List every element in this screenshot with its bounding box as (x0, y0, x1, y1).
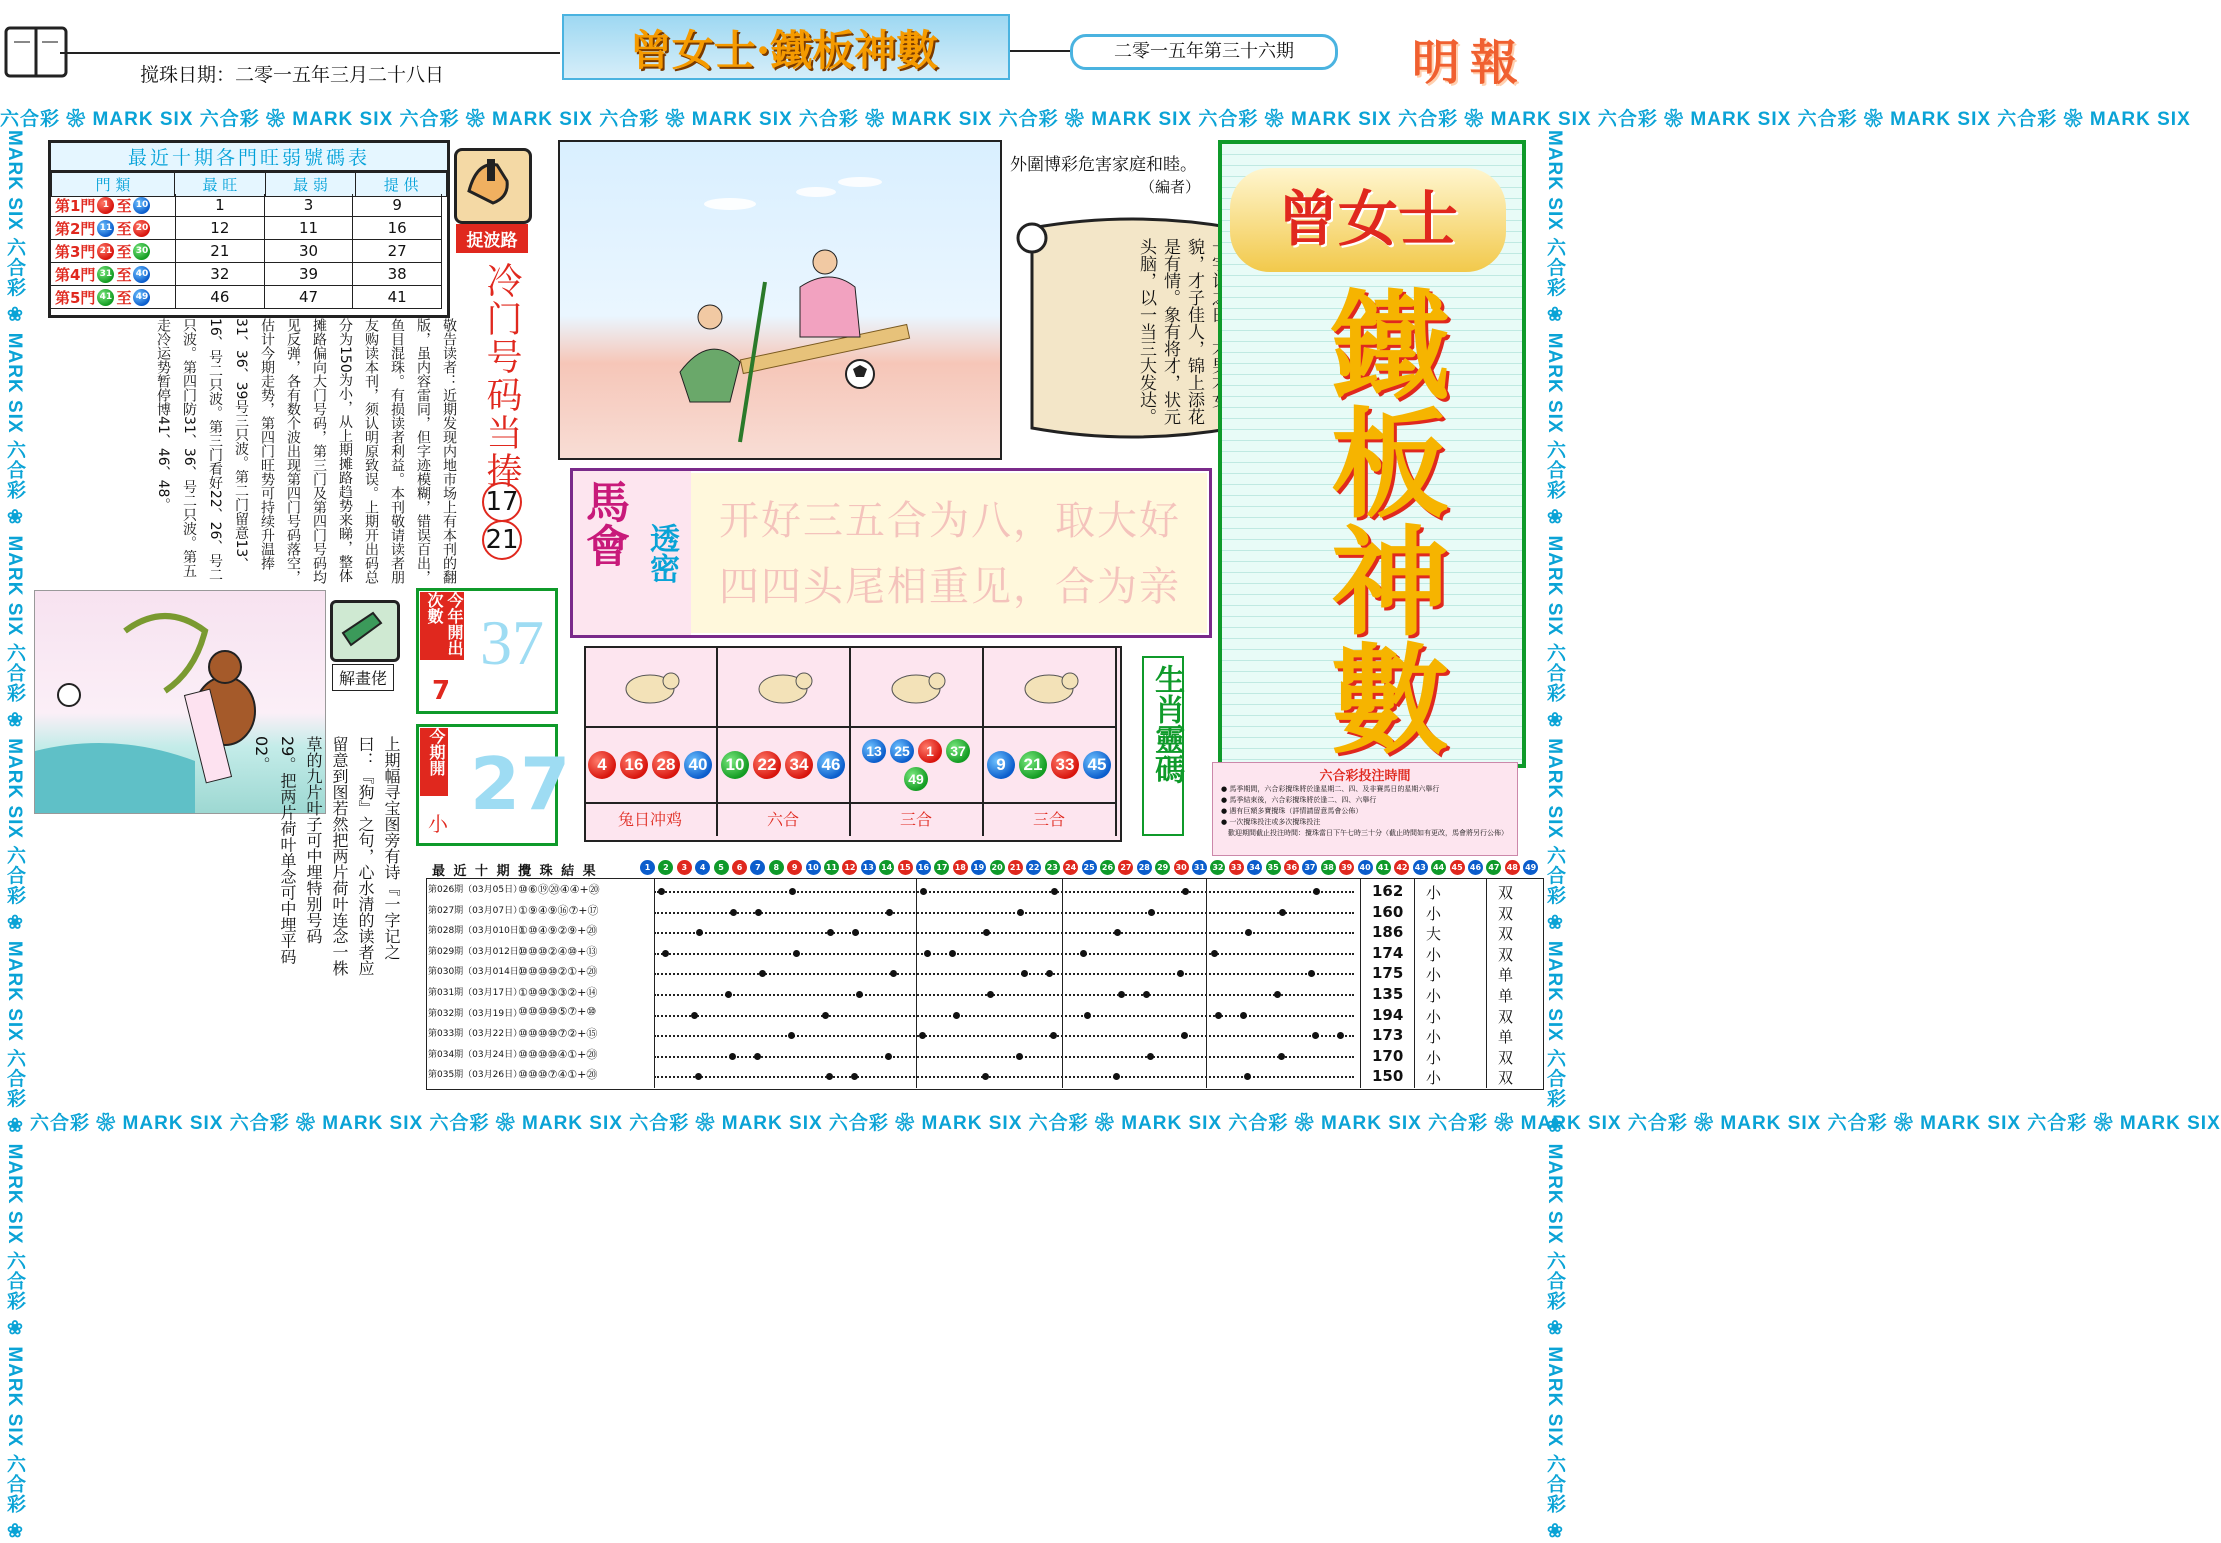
result-size: 小 (1426, 1048, 1442, 1067)
trend-dot (658, 888, 665, 895)
column-divider (1414, 878, 1415, 1088)
number-header-ball: 15 (898, 860, 913, 875)
trend-dot (1021, 970, 1028, 977)
period-box-number: 27 (470, 742, 571, 826)
number-header-ball: 43 (1413, 860, 1428, 875)
door-name: 第2門 11 至 20 (51, 217, 176, 239)
trend-row (654, 1035, 1354, 1037)
door-best: 32 (176, 263, 265, 285)
trend-dot (695, 1073, 702, 1080)
trend-dot (1016, 1053, 1023, 1060)
result-label: 第027期（03月07日） (428, 905, 523, 916)
trend-dot (1274, 991, 1281, 998)
hand-icon (454, 148, 532, 224)
result-size: 小 (1426, 1028, 1442, 1047)
number-header-ball: 14 (879, 860, 894, 875)
rabbit-icon (584, 646, 718, 728)
col-header: 門 類 (52, 173, 175, 197)
trend-dot (1084, 1012, 1091, 1019)
zodiac-ball-group (983, 728, 1117, 804)
door-row (51, 263, 442, 286)
trend-row (654, 891, 1354, 893)
trend-dot (885, 1053, 892, 1060)
number-header-ball: 45 (1450, 860, 1465, 875)
number-header-ball: 10 (806, 860, 821, 875)
result-label: 第033期（03月22日） (428, 1029, 523, 1040)
door-row (51, 240, 442, 263)
number-header (640, 860, 1540, 878)
trend-dot (856, 991, 863, 998)
result-odd-even: 双 (1498, 945, 1514, 964)
results-title: 最 近 十 期 攪 珠 結 果 (432, 864, 598, 879)
number-header-ball: 28 (1137, 860, 1152, 875)
number-header-ball: 48 (1505, 860, 1520, 875)
trend-dot (1147, 1053, 1154, 1060)
door-worst: 47 (265, 286, 354, 308)
number-header-ball: 27 (1118, 860, 1133, 875)
dog-icon (717, 646, 851, 728)
result-odd-even: 双 (1498, 1069, 1514, 1088)
trend-dot (1240, 1012, 1247, 1019)
trend-dot (1337, 1032, 1344, 1039)
issue-number: 二零一五年第三十六期 (1070, 34, 1338, 70)
trend-dot (1114, 929, 1121, 936)
trend-dot (725, 991, 732, 998)
number-ball: 16 (620, 751, 648, 779)
trend-dot (920, 888, 927, 895)
trend-dot (755, 909, 762, 916)
trend-dot (953, 1012, 960, 1019)
title-panel-top: 曾女士 (1230, 168, 1506, 272)
number-header-ball: 33 (1229, 860, 1244, 875)
number-header-ball: 3 (677, 860, 692, 875)
number-ball: 46 (817, 751, 845, 779)
trend-dot (1313, 888, 1320, 895)
number-header-ball: 16 (916, 860, 931, 875)
cold-title: 冷门号码当捧 (481, 262, 522, 490)
trend-dot (982, 1073, 989, 1080)
header-rule-right (1010, 50, 1070, 52)
number-header-ball: 12 (842, 860, 857, 875)
trend-dot (1017, 909, 1024, 916)
result-sum: 194 (1372, 1005, 1404, 1024)
door-row (51, 217, 442, 240)
horse-label: 馬會 (578, 479, 629, 567)
number-header-ball: 34 (1247, 860, 1262, 875)
result-label: 第029期（03月012日） (428, 946, 528, 957)
number-header-ball: 18 (953, 860, 968, 875)
number-header-ball: 32 (1210, 860, 1225, 875)
painter-icon (330, 600, 400, 662)
trend-dot (696, 929, 703, 936)
betting-line: ● 馬季結束後，六合彩攪珠將於逢二、四、六舉行 (1221, 796, 1377, 804)
result-size: 小 (1426, 945, 1442, 964)
result-numbers: ①⑩⑩③③②+⑭ (518, 986, 598, 999)
cold-number: 17 (482, 482, 522, 522)
door-to-ball: 10 (133, 197, 150, 214)
betting-line: ● 馬季期間，六合彩攪珠將於逢星期二、四、及非賽馬日的星期六舉行 (1221, 785, 1440, 793)
number-header-ball: 6 (732, 860, 747, 875)
zodiac-label: 三合 (850, 804, 984, 836)
trend-dot (1182, 888, 1189, 895)
col-header: 最 弱 (265, 173, 356, 197)
number-header-ball: 39 (1339, 860, 1354, 875)
betting-line: ● 遇有巨額多寶攪珠（詳情請留意馬會公佈） (1221, 807, 1363, 815)
result-label: 第035期（03月26日） (428, 1070, 523, 1081)
result-sum: 160 (1372, 902, 1404, 921)
zodiac-ball-group (717, 728, 851, 804)
trend-dot (919, 1032, 926, 1039)
result-numbers: ⑩⑩⑩②④⑩+⑬ (518, 944, 598, 958)
riddle-text: 上期幅寻宝图旁有诗『一字记之曰：『狗』之句，心水清的读者应留意到图若然把两片荷叶连念一株草的九片叶子可中埋特别号码29。把两片荷叶单念可中埋平码02。 (252, 736, 401, 976)
result-sum: 135 (1372, 985, 1404, 1003)
trend-dot (1312, 1032, 1319, 1039)
zodiac-cells (584, 646, 1118, 838)
column-divider (916, 878, 917, 1088)
number-ball: 25 (890, 739, 914, 763)
trend-dot (886, 909, 893, 916)
number-header-ball: 22 (1026, 860, 1041, 875)
trend-dot (983, 929, 990, 936)
result-odd-even: 双 (1498, 884, 1514, 902)
number-header-ball: 11 (824, 860, 839, 875)
column-divider (654, 878, 655, 1088)
result-sum: 173 (1372, 1026, 1404, 1045)
trend-dot (1080, 950, 1087, 957)
column-divider (1360, 878, 1361, 1088)
number-header-ball: 26 (1100, 860, 1115, 875)
trend-dot (851, 1073, 858, 1080)
number-ball: 49 (904, 767, 928, 791)
trend-dot (1046, 970, 1053, 977)
result-size: 小 (1426, 884, 1442, 902)
result-odd-even: 双 (1498, 1048, 1514, 1067)
number-ball: 9 (987, 751, 1015, 779)
number-header-ball: 5 (714, 860, 729, 875)
trend-dot (826, 1073, 833, 1080)
door-best: 21 (176, 240, 265, 262)
number-header-ball: 29 (1155, 860, 1170, 875)
number-ball: 37 (946, 739, 970, 763)
trend-dot (1279, 909, 1286, 916)
number-header-ball: 37 (1302, 860, 1317, 875)
number-header-ball: 17 (934, 860, 949, 875)
number-header-ball: 25 (1082, 860, 1097, 875)
catch-label: 捉波路 (456, 224, 528, 253)
door-worst: 3 (265, 194, 354, 216)
column-divider (1486, 878, 1487, 1088)
result-label: 第032期（03月19日） (428, 1008, 523, 1019)
header-rule (60, 52, 560, 54)
zodiac-ball-group (850, 728, 984, 804)
horse-line-2: 四四头尾相重见，合为亲 (719, 564, 1181, 610)
door-rows (51, 194, 442, 309)
trend-dot (789, 888, 796, 895)
result-sum: 150 (1372, 1067, 1404, 1086)
scroll-editor: （編者） (1140, 178, 1201, 196)
trend-dot (827, 929, 834, 936)
result-label: 第031期（03月17日） (428, 988, 523, 998)
number-ball: 21 (1019, 751, 1047, 779)
left-strip: MARK SIX 六合彩 ❀ MARK SIX 六合彩 ❀ MARK SIX 六合彩 ❀ MARK SIX 六合彩 ❀ MARK SIX 六合彩 ❀ MARK SIX 六合彩 ❀ MARK SIX 六合彩 ❀ (4, 130, 25, 1543)
trend-dot (1245, 929, 1252, 936)
result-numbers: ⑩⑥⑲⑳④④+⑳ (518, 883, 600, 896)
seesaw-illustration (558, 140, 1002, 460)
col-header: 最 旺 (175, 173, 266, 197)
number-header-ball: 21 (1008, 860, 1023, 875)
door-name: 第4門 31 至 40 (51, 263, 176, 285)
number-header-ball: 24 (1063, 860, 1078, 875)
top-strip: 六合彩 ❀ MARK SIX 六合彩 ❀ MARK SIX 六合彩 ❀ MARK SIX 六合彩 ❀ MARK SIX 六合彩 ❀ MARK SIX 六合彩 ❀ MARK SIX 六合彩 ❀ MARK SIX 六合彩 ❀ MARK SIX 六合彩 ❀ MARK SIX 六合彩 ❀ MARK SIX 六合彩 ❀ MARK SIX (0, 109, 2191, 130)
year-box-label: 今年開出次數 (420, 592, 464, 660)
door-table-title: 最近十期各門旺弱號碼表 (51, 143, 447, 172)
door-best: 12 (176, 217, 265, 239)
number-ball: 40 (684, 751, 712, 779)
year-box-count: 37 (480, 607, 544, 678)
result-numbers: ⑩⑩⑩⑦④①+⑳ (518, 1068, 598, 1082)
trend-dot (1308, 970, 1315, 977)
trend-dot (1118, 991, 1125, 998)
number-header-ball: 46 (1468, 860, 1483, 875)
number-ball: 1 (918, 739, 942, 763)
door-worst: 11 (265, 217, 354, 239)
number-ball: 13 (862, 739, 886, 763)
zodiac-ball-group (584, 728, 718, 804)
door-from-ball: 21 (97, 243, 114, 260)
zodiac-label: 六合 (717, 804, 851, 836)
door-name: 第3門 21 至 30 (51, 240, 176, 262)
zodiac-label: 三合 (983, 804, 1117, 836)
trend-dot (793, 950, 800, 957)
door-worst: 30 (265, 240, 354, 262)
door-from-ball: 41 (97, 289, 114, 306)
number-header-ball: 20 (990, 860, 1005, 875)
number-header-ball: 31 (1192, 860, 1207, 875)
betting-line: ● 一次攪珠投注或多次攪珠投注 (1221, 818, 1321, 826)
column-divider (1206, 878, 1207, 1088)
trend-row (654, 994, 1354, 996)
result-odd-even: 单 (1498, 966, 1514, 985)
trend-dot (949, 950, 956, 957)
number-ball: 28 (652, 751, 680, 779)
result-label: 第028期（03月010日） (428, 926, 528, 937)
trend-dot (759, 970, 766, 977)
book-icon (4, 22, 68, 80)
result-size: 小 (1426, 1069, 1442, 1088)
number-header-ball: 4 (695, 860, 710, 875)
trend-dot (730, 909, 737, 916)
number-header-ball: 47 (1486, 860, 1501, 875)
door-row (51, 286, 442, 309)
number-ball: 33 (1051, 751, 1079, 779)
result-size: 小 (1426, 1007, 1442, 1026)
horse-sub: 透密 (644, 523, 679, 583)
door-row (51, 194, 442, 217)
door-name: 第1門 1 至 10 (51, 194, 176, 216)
cold-number: 21 (482, 520, 522, 560)
door-to-ball: 20 (133, 220, 150, 237)
result-size: 小 (1426, 966, 1442, 985)
scroll-caption: 外圍博彩危害家庭和睦。 (1010, 155, 1197, 175)
result-odd-even: 双 (1498, 904, 1514, 923)
door-worst: 39 (265, 263, 354, 285)
horse-box (570, 468, 1212, 638)
number-header-ball: 42 (1394, 860, 1409, 875)
number-header-ball: 23 (1045, 860, 1060, 875)
door-from-ball: 31 (97, 266, 114, 283)
trend-dot (890, 970, 897, 977)
number-header-ball: 36 (1284, 860, 1299, 875)
number-header-ball: 1 (640, 860, 655, 875)
betting-info (1212, 762, 1518, 856)
zodiac-label: 兔日冲鸡 (584, 804, 718, 836)
zodiac-side-label: 生肖靈碼 (1149, 664, 1184, 784)
trend-row (654, 1015, 1354, 1017)
result-numbers: ①⑩④⑨②⑨+⑳ (518, 924, 598, 938)
trend-dot (1113, 1073, 1120, 1080)
number-header-ball: 13 (861, 860, 876, 875)
title-panel-main: 鐵板神數 (1311, 284, 1450, 756)
result-numbers: ⑩⑩⑩⑩⑤⑦+⑩ (518, 1004, 597, 1018)
door-best: 46 (176, 286, 265, 308)
result-odd-even: 双 (1498, 925, 1514, 944)
right-strip: MARK SIX 六合彩 ❀ MARK SIX 六合彩 ❀ MARK SIX 六合彩 ❀ MARK SIX 六合彩 ❀ MARK SIX 六合彩 ❀ MARK SIX 六合彩 ❀ MARK SIX 六合彩 ❀ (1544, 130, 1565, 1543)
trend-dot (1143, 991, 1150, 998)
door-name: 第5門 41 至 49 (51, 286, 176, 308)
number-header-ball: 41 (1376, 860, 1391, 875)
result-numbers: ①⑨④⑨⑯⑦+⑰ (518, 903, 599, 917)
number-header-ball: 49 (1523, 860, 1538, 875)
result-size: 大 (1426, 925, 1442, 944)
result-sum: 174 (1372, 943, 1404, 962)
period-box-size: 小 (428, 812, 448, 836)
period-box-label: 今期開 (420, 728, 448, 796)
door-to-ball: 30 (133, 243, 150, 260)
col-header: 提 供 (356, 173, 447, 197)
trend-dot (924, 950, 931, 957)
door-offer: 16 (353, 217, 442, 239)
door-to-ball: 49 (133, 289, 150, 306)
door-offer: 41 (353, 286, 442, 308)
result-numbers: ⑩⑩⑩⑩④①+⑳ (518, 1047, 598, 1061)
number-ball: 45 (1083, 751, 1111, 779)
year-box-small: 7 (432, 676, 451, 706)
trend-dot (1278, 1053, 1285, 1060)
number-ball: 10 (721, 751, 749, 779)
trend-dot (822, 1012, 829, 1019)
number-ball: 4 (588, 751, 616, 779)
number-ball: 22 (753, 751, 781, 779)
betting-line: 歡迎期間截止投注時間：攪珠當日下午七時三十分（截止時間如有更改，馬會將另行公佈） (1221, 829, 1508, 837)
goat-icon (850, 646, 984, 728)
door-from-ball: 11 (97, 220, 114, 237)
result-numbers: ⑩⑩⑩⑩⑦②+⑮ (518, 1027, 598, 1041)
door-from-ball: 1 (97, 197, 114, 214)
scroll-poem: 貌，才子佳人，锦上添花是有情。象有将才，状元头脑，以一当三大发达。 (1136, 238, 1204, 425)
trend-row (654, 953, 1354, 955)
number-header-ball: 8 (769, 860, 784, 875)
trend-dot (1177, 970, 1184, 977)
horse-line-1: 开好三五合为八，取大好 (719, 498, 1181, 544)
betting-title: 六合彩投注時間 (1319, 769, 1411, 784)
number-header-ball: 40 (1358, 860, 1373, 875)
number-header-ball: 30 (1174, 860, 1189, 875)
trend-dot (1050, 1032, 1057, 1039)
door-offer: 9 (353, 194, 442, 216)
number-header-ball: 2 (658, 860, 673, 875)
results-rows (426, 878, 1542, 1088)
door-best: 1 (176, 194, 265, 216)
result-label: 第034期（03月24日） (428, 1049, 523, 1060)
painter-label: 解畫佬 (332, 664, 394, 691)
trend-dot (691, 1012, 698, 1019)
number-header-ball: 35 (1266, 860, 1281, 875)
header-title: 曾女士·鐵板神數 (629, 26, 939, 75)
result-odd-even: 单 (1498, 987, 1514, 1005)
ox-icon (983, 646, 1117, 728)
result-sum: 170 (1372, 1046, 1404, 1065)
trend-dot (729, 1053, 736, 1060)
number-header-ball: 44 (1431, 860, 1446, 875)
result-numbers: ⑩⑩⑩⑩②①+⑳ (518, 965, 598, 979)
result-odd-even: 双 (1498, 1007, 1514, 1026)
trend-dot (754, 1053, 761, 1060)
result-size: 小 (1426, 904, 1442, 923)
column-divider (1062, 878, 1063, 1088)
result-size: 小 (1426, 987, 1442, 1005)
brand-logo: 明報 (1411, 35, 1528, 91)
result-sum: 162 (1372, 882, 1404, 900)
trend-dot (987, 991, 994, 998)
trend-dot (788, 1032, 795, 1039)
trend-dot (1215, 1012, 1222, 1019)
notice-text: 敬告读者：近期发现内地市场上有本刊的翻版，虽内容雷同，但字迹模糊，错误百出，鱼目混珠。有损读者利益。本刊敬请读者朋友购读本刊，须认明原致误。上期开出码总分为150为小，从上期摊路趋势来睇，整体摊路偏向大门号码，第三门及第四门号码均见反弹，各有数个波出现第四门号码落空，估计今期走势，第四门旺势可持续升温捧31、36、39号三只波。第二门留意13、16、号二只波。第三门看好22、26、号二只波。第四门防31、36、号二只波。第五走冷运势暂停博41、46、48。 (155, 318, 457, 584)
number-header-ball: 9 (787, 860, 802, 875)
draw-date: 搅珠日期：二零一五年三月二十八日 (140, 64, 445, 86)
door-offer: 27 (353, 240, 442, 262)
number-ball: 34 (785, 751, 813, 779)
result-sum: 186 (1372, 923, 1404, 942)
result-label: 第026期（03月05日） (428, 885, 523, 895)
result-odd-even: 单 (1498, 1028, 1514, 1047)
number-header-ball: 19 (971, 860, 986, 875)
trend-dot (1211, 950, 1218, 957)
result-label: 第030期（03月014日） (428, 967, 528, 978)
trend-dot (852, 929, 859, 936)
trend-dot (1181, 1032, 1188, 1039)
door-offer: 38 (353, 263, 442, 285)
trend-dot (662, 950, 669, 957)
trend-dot (1051, 888, 1058, 895)
number-header-ball: 38 (1321, 860, 1336, 875)
result-sum: 175 (1372, 964, 1404, 983)
bottom-strip: 六合彩 ❀ MARK SIX 六合彩 ❀ MARK SIX 六合彩 ❀ MARK SIX 六合彩 ❀ MARK SIX 六合彩 ❀ MARK SIX 六合彩 ❀ MARK SIX 六合彩 ❀ MARK SIX 六合彩 ❀ MARK SIX 六合彩 ❀ MARK SIX 六合彩 ❀ MARK SIX 六合彩 ❀ MARK SIX (30, 1113, 2221, 1134)
door-to-ball: 40 (133, 266, 150, 283)
trend-dot (1148, 909, 1155, 916)
trend-dot (1244, 1073, 1251, 1080)
number-header-ball: 7 (750, 860, 765, 875)
